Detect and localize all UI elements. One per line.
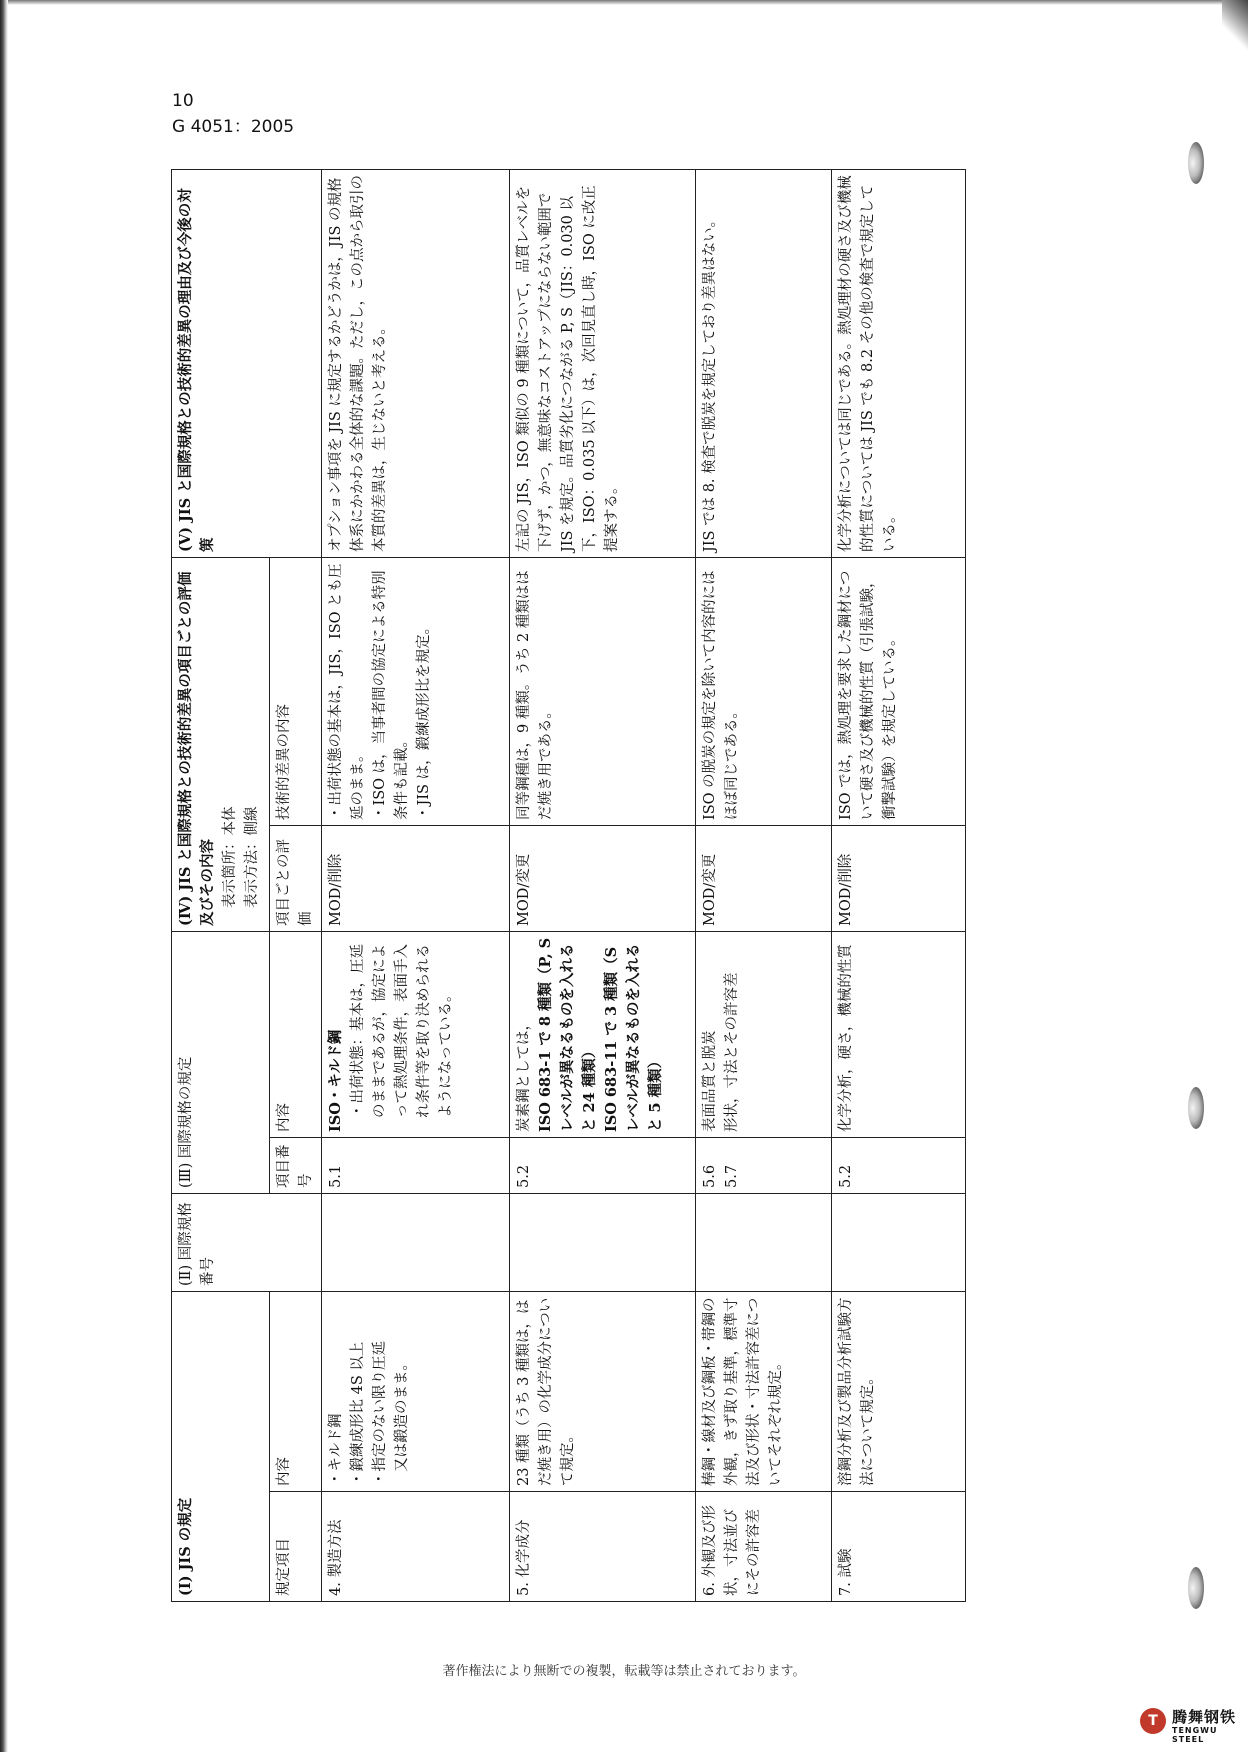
row-diff-content: ・出荷状態の基本は，JIS，ISO とも圧延のまま。 ・ISO は，当事者間の協定による特別条件も記載。 ・JIS は，鍛練成形比を規定。 (322, 557, 510, 825)
header-jis-item: 規定項目 (270, 1492, 322, 1602)
scan-corner-shadow (1222, 0, 1248, 60)
row-jis-content: ・キルド鋼 ・鍛練成形比 4S 以上 ・指定のない限り圧延 又は鍛造のまま。 (322, 1292, 510, 1492)
row-iso-number (832, 1194, 966, 1292)
row-iso-item-no: 5.2 (510, 1138, 696, 1194)
row-jis-content: 棒鋼・線材及び鋼板・帯鋼の外観，きず取り基準，標準寸法及び形状・寸法許容差についてそれぞれ規定。 (696, 1292, 832, 1492)
logo-text-cn: 腾舞钢铁 (1172, 1708, 1237, 1726)
scan-top-edge (0, 0, 1248, 5)
comparison-table-frame (171, 170, 965, 1602)
table-row (696, 169, 832, 1601)
row-reason: オプション事項を JIS に規定するかどうかは，JIS の規格体系にかかわる全体的な課題。ただし，この点から取引の本質的差異は，生じないと考える。 (322, 169, 510, 557)
row-item: 7. 試験 (832, 1492, 966, 1602)
table-row (510, 169, 696, 1601)
header-iso-content: 内容 (270, 932, 322, 1138)
header-reason: (Ⅴ) JIS と国際規格との技術的差異の理由及び今後の対策 (172, 169, 322, 557)
row-jis-content: 溶鋼分析及び製品分析試験方法について規定。 (832, 1292, 966, 1492)
row-item: 5. 化学成分 (510, 1492, 696, 1602)
header-iso: (Ⅲ) 国際規格の規定 (172, 932, 270, 1194)
comparison-table-rotated (171, 170, 965, 1602)
row-reason: 左記の JIS，ISO 類似の 9 種類について，品質レベルを下げず，かつ，無意味なコストアップにならない範囲で JIS を規定。品質劣化につながる P, S（JIS：0.030 以下，ISO：0.035 以下）は，次回見直し時，ISO に改正提案する。 (510, 169, 696, 557)
logo-text-en: TENGWU STEEL (1172, 1726, 1218, 1744)
row-diff-content: 同等鋼種は，9 種類。うち 2 種類ははだ焼き用である。 (510, 557, 696, 825)
logo-mark-icon: T (1140, 1708, 1166, 1734)
comparison-table (171, 169, 966, 1602)
row-iso-number (510, 1194, 696, 1292)
row-evaluation: MOD/削除 (832, 826, 966, 932)
row-iso-number (696, 1194, 832, 1292)
company-logo (1140, 1700, 1240, 1744)
copyright-footer: 著作権法により無断での複製，転載等は禁止されております。 (442, 1664, 806, 1679)
row-item: 6. 外観及び形状，寸法並びにその許容差 (696, 1492, 832, 1602)
page-header (172, 88, 294, 140)
row-reason: JIS では 8. 検査で脱炭を規定しており差異はない。 (696, 169, 832, 557)
page-number: 10 (172, 91, 194, 111)
row-iso-item-no: 5.6 5.7 (696, 1138, 832, 1194)
header-jis: (Ⅰ) JIS の規定 (172, 1292, 270, 1602)
standard-number: G 4051：2005 (172, 117, 295, 137)
row-iso-content: 炭素鋼としては， ISO 683-1 で 8 種類（P, S レベルが異なるものを入れると 24 種類） ISO 683-11 で 3 種類（S レベルが異なるものを入れると 5 種類） (510, 932, 696, 1138)
row-iso-content: 表面品質と脱炭 形状，寸法とその許容差 (696, 932, 832, 1138)
row-iso-item-no: 5.2 (832, 1138, 966, 1194)
punch-hole (1188, 142, 1204, 184)
row-iso-number (322, 1194, 510, 1292)
row-diff-content: ISO では，熱処理を要求した鋼材について硬さ及び機械的性質（引張試験，衝撃試験）を規定している。 (832, 557, 966, 825)
header-iso-number: (Ⅱ) 国際規格番号 (172, 1194, 322, 1292)
header-iso-item-no: 項目番号 (270, 1138, 322, 1194)
row-jis-content: 23 種類（うち 3 種類は，はだ焼き用）の化学成分について規定。 (510, 1292, 696, 1492)
row-iso-content: ISO・キルド鋼 ・出荷状態：基本は，圧延のままであるが，協定によって熱処理条件，表面手入れ条件等を取り決められるようになっている。 (322, 932, 510, 1138)
row-iso-item-no: 5.1 (322, 1138, 510, 1194)
punch-hole (1188, 1087, 1204, 1129)
row-iso-content: 化学分析，硬さ，機械的性質 (832, 932, 966, 1138)
table-row (322, 169, 510, 1601)
header-differences: (Ⅳ) JIS と国際規格との技術的差異の項目ごとの評価及びその内容 表示箇所：本体 表示方法：側線 (172, 557, 270, 931)
row-item: 4. 製造方法 (322, 1492, 510, 1602)
header-jis-content: 内容 (270, 1292, 322, 1492)
header-row-1 (172, 169, 270, 1601)
row-diff-content: ISO の脱炭の規定を除いて内容的にはほぼ同じである。 (696, 557, 832, 825)
row-reason: 化学分析については同じである。熱処理材の硬さ及び機械的性質については JIS でも 8.2 その他の検査で規定している。 (832, 169, 966, 557)
header-diff-content: 技術的差異の内容 (270, 557, 322, 825)
row-evaluation: MOD/削除 (322, 826, 510, 932)
header-evaluation: 項目ごとの評価 (270, 826, 322, 932)
row-evaluation: MOD/変更 (510, 826, 696, 932)
punch-hole (1188, 1567, 1204, 1609)
table-row (832, 169, 966, 1601)
row-evaluation: MOD/変更 (696, 826, 832, 932)
scan-left-edge (0, 0, 8, 1752)
